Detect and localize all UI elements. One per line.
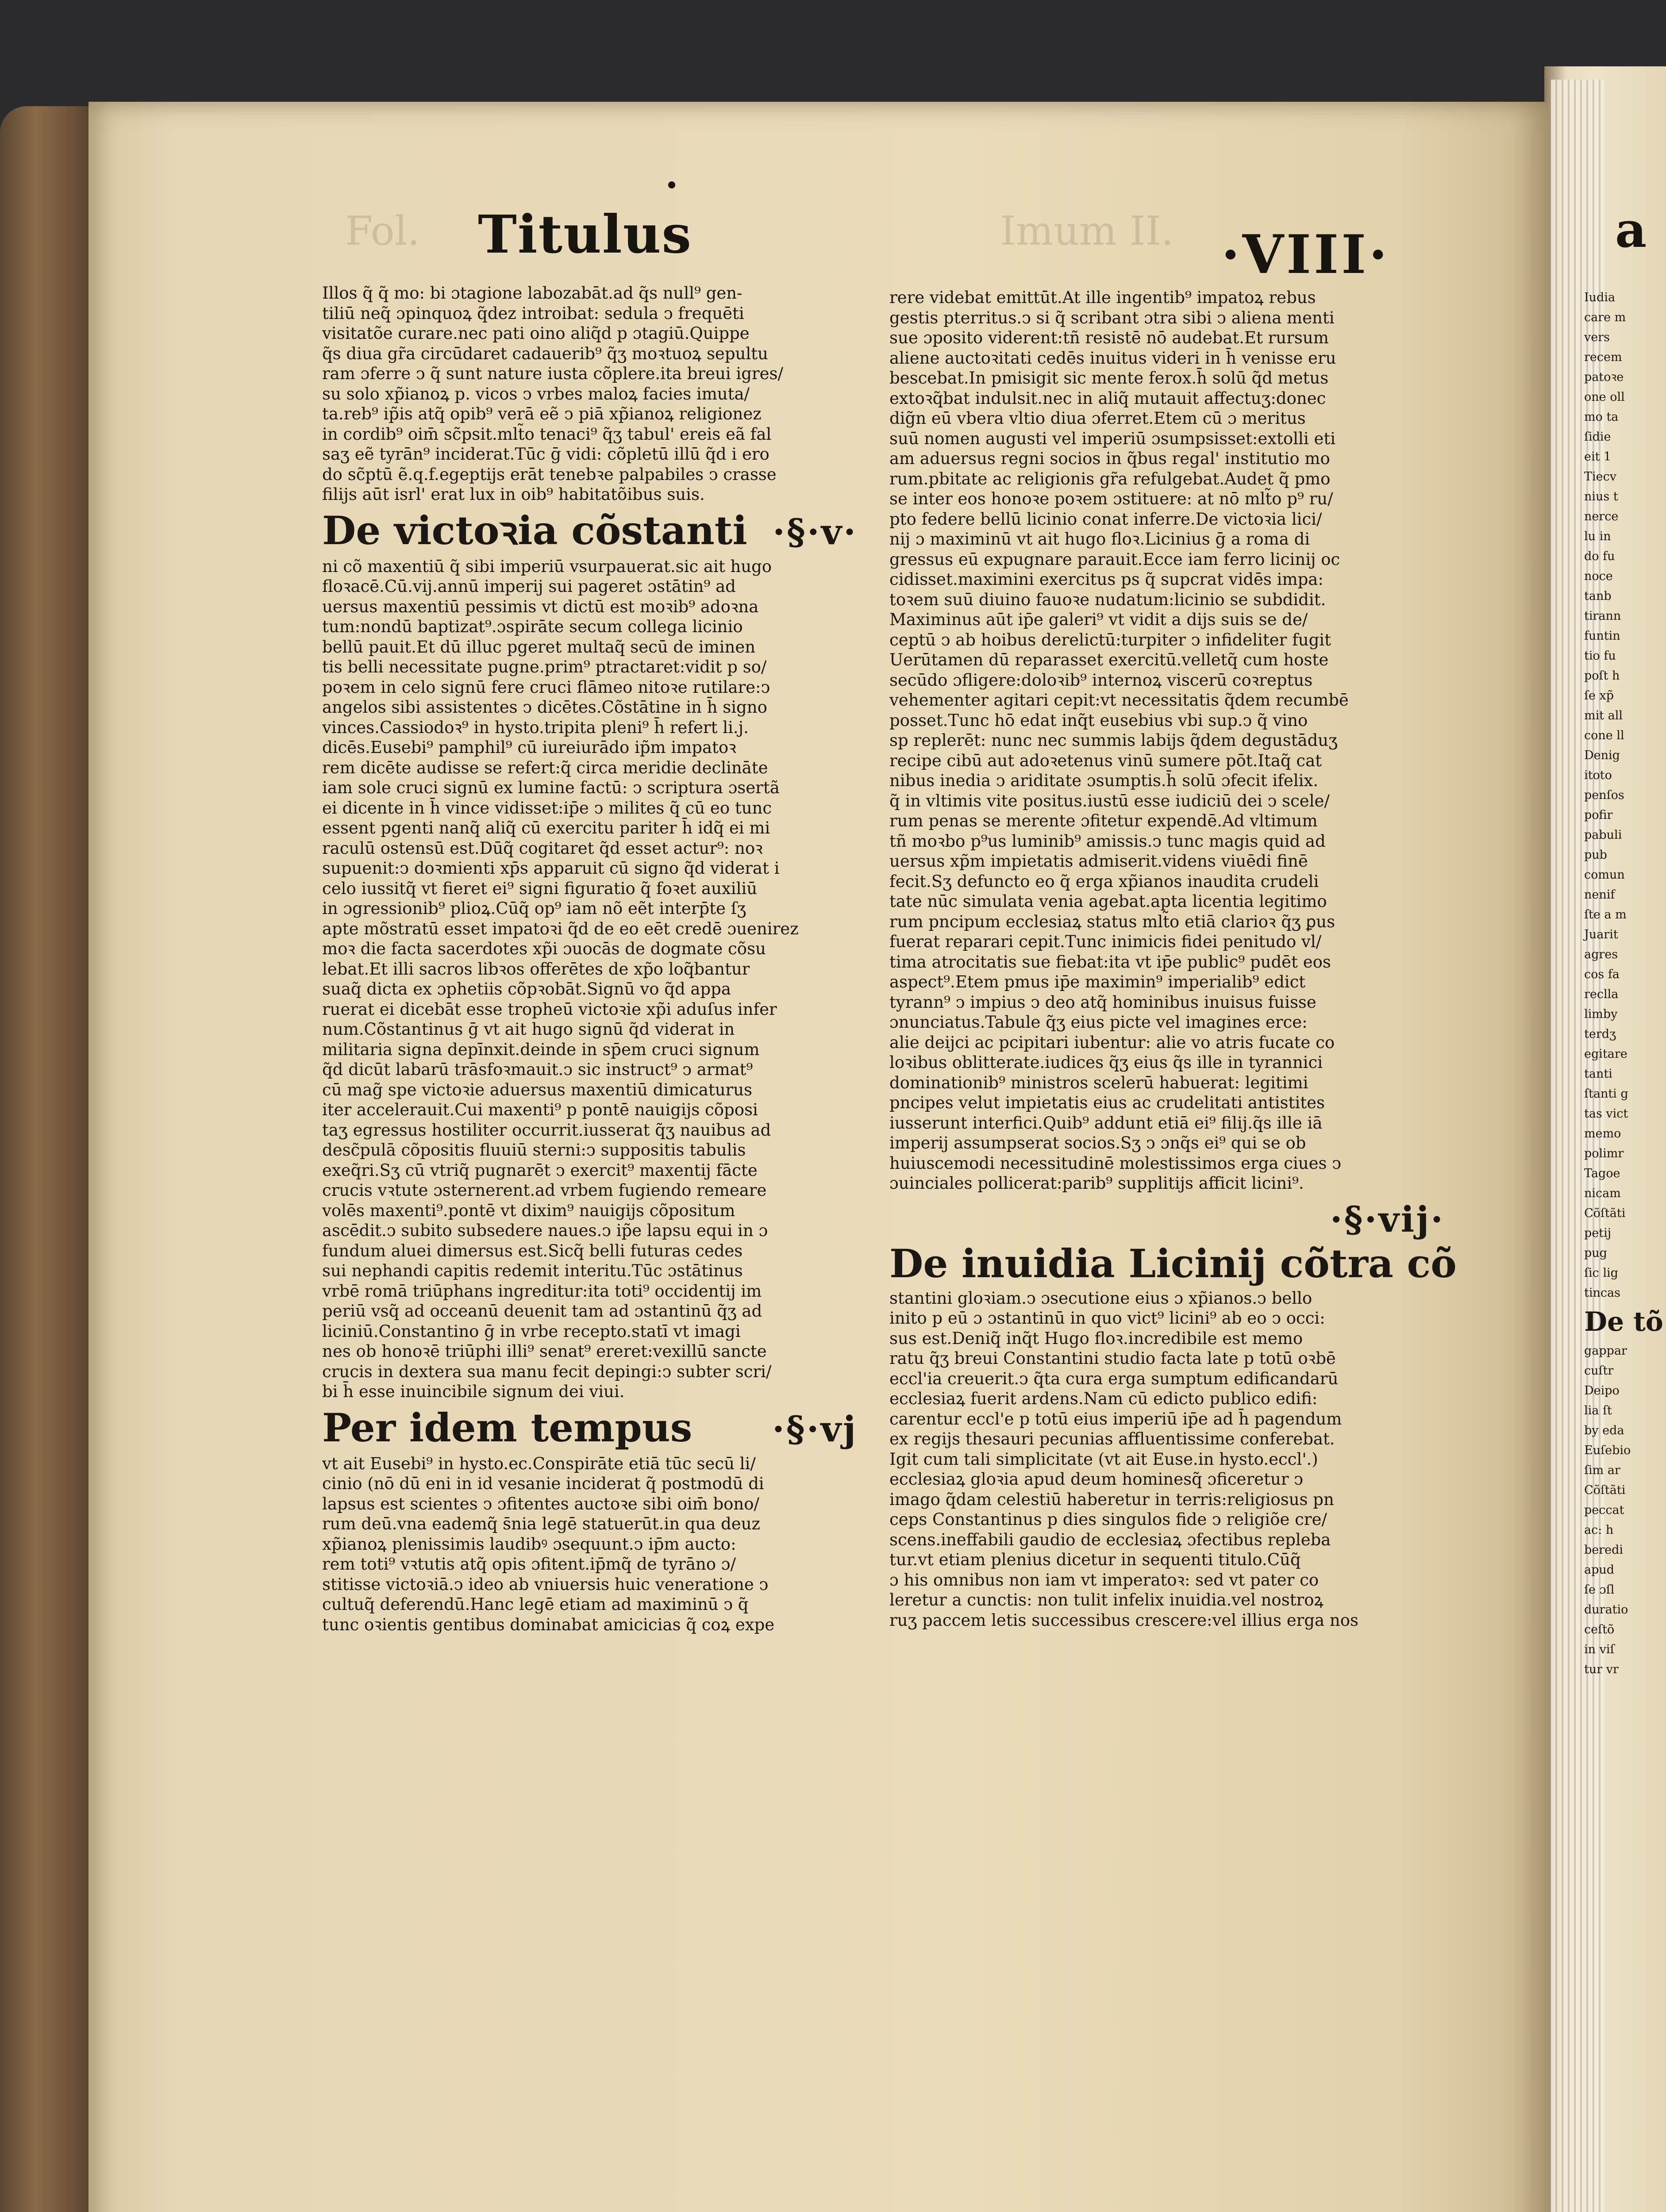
text-line: alie deijci ac pcipitari iubentur: alie vo atris fucate co (889, 1033, 1335, 1052)
text-line: periū vsq̃ ad occeanū deuenit tam ad ɔstantinū q̃ʒ ad (322, 1302, 762, 1321)
text-line: posset.Tunc hō edat inq̃t eusebius vbi sup.ↄ q̃ vino (889, 710, 1308, 730)
facing-page-line: terdʒ (1584, 1027, 1616, 1041)
text-line: rum penas se merente ɔfitetur expendē.Ad vltimum (889, 811, 1318, 830)
facing-page-line: egitare (1584, 1047, 1628, 1061)
text-line: ei dicente in h̄ vince vidisset:ip̄e ↄ milites q̃ cū eo tunc (322, 798, 772, 818)
running-head-right: ·VIII· (1221, 223, 1390, 286)
text-line: toꝛem suū diuino fauoꝛe nudatum:licinio se subdidit. (889, 590, 1326, 609)
facing-page-line: vers (1584, 330, 1610, 344)
text-line: tis belli necessitate pugne.prim⁹ ptractaret:vidit p so/ (322, 657, 767, 676)
facing-page-line: Tagoe (1584, 1167, 1620, 1180)
text-line: scens.ineffabili gaudio de ecclesiaꝝ ɔfectibus repleba (889, 1530, 1331, 1549)
facing-page-line: peccat (1584, 1503, 1624, 1517)
text-line: tima atrocitatis sue fiebat:ita vt ip̄e public⁹ pudēt eos (889, 952, 1331, 972)
facing-page-line: apud (1584, 1563, 1615, 1577)
text-line: cidisset.maximini exercitus ps q̃ supcrat vidēs impa: (889, 570, 1324, 589)
text-line: recipe cibū aut adoꝛetenus vinū sumere pōt.Itaq̃ cat (889, 751, 1322, 770)
text-line: pncipes velut impietatis eius ac crudelitati antistites (889, 1093, 1325, 1112)
text-line: q̃s diua gr̃a circūdaret cadauerib⁹ q̃ʒ moꝛtuoꝝ sepultu (322, 344, 768, 363)
text-line: rem toti⁹ vꝛtutis atq̃ opis ɔfitent.ip̄mq̃ de tyrāno ɔ/ (322, 1555, 736, 1574)
facing-page-line: Denig (1584, 749, 1620, 762)
text-line: sui nephandi capitis redemit interitu.Tūc ɔstātinus (322, 1261, 743, 1280)
text-line: sue ɔposito viderent:tñ resistē nō audebat.Et rursum (889, 328, 1329, 347)
facing-page-line: recem (1584, 350, 1622, 364)
text-line: militaria signa depīnxit.deinde in sp̄em cruci signum (322, 1040, 760, 1059)
text-line: cultuq̃ deferendū.Hanc legē etiam ad maximinū ↄ q̃ (322, 1595, 749, 1614)
text-line: tum:nondū baptizat⁹.ɔspirāte secum collega licinio (322, 617, 743, 636)
text-line: vehementer agitari cepit:vt necessitatis q̃dem recumbē (889, 691, 1349, 710)
text-line: huiuscemodi necessitudinē molestissimos erga ciues ↄ (889, 1153, 1341, 1173)
text-line: ni cõ maxentiū q̃ sibi imperiū vsurpauerat.sic ait hugo (322, 557, 772, 576)
facing-page-line: Cõſtãti (1584, 1206, 1626, 1220)
text-line: tyrann⁹ ↄ impius ↄ deo atq̃ hominibus inuisus fuisse (889, 992, 1316, 1012)
text-line: volēs maxenti⁹.pontē vt dixim⁹ nauigijs cõpositum (322, 1201, 735, 1220)
text-line: vinces.Cassiodoꝛ⁹ in hysto.tripita pleni⁹ h̄ refert li.j. (322, 718, 749, 737)
facing-page-line: memo (1584, 1127, 1621, 1141)
text-line: pto federe bellū licinio conat inferre.De victoꝛia lici/ (889, 509, 1322, 529)
section-mark: ·§·vj (772, 1408, 858, 1450)
text-line: ascēdit.ↄ subito subsedere naues.ↄ ip̃e lapsu equi in ɔ (322, 1221, 768, 1240)
facing-page-line: pofir (1584, 808, 1613, 822)
text-line: dominationib⁹ ministros scelerū habuerat: legitimi (889, 1073, 1308, 1092)
text-line: nes ob honoꝛē triūphi illi⁹ senat⁹ ereret:vexillū sancte (322, 1342, 767, 1361)
text-line: supuenit:ↄ doꝛmienti xp̄s apparuit cū signo q̃d viderat i (322, 859, 780, 878)
text-line: ratu q̃ʒ breui Constantini studio facta late p totū oꝛbē (889, 1349, 1336, 1368)
facing-page-line: cone ll (1584, 729, 1624, 742)
text-line: stitisse victoꝛiā.ↄ ideo ab vniuersis huic veneratione ↄ (322, 1575, 769, 1594)
facing-page-lines (1584, 288, 1646, 1303)
facing-page-line: pabuli (1584, 828, 1622, 842)
facing-page-line: nicam (1584, 1187, 1621, 1200)
facing-page-line: penſos (1584, 788, 1624, 802)
text-line: taʒ egressus hostiliter occurrit.iusserat q̃ʒ nauibus ad (322, 1120, 771, 1140)
text-line: iter accelerauit.Cui maxenti⁹ p pontē nauigijs cõposi (322, 1100, 758, 1119)
text-line: suū nomen augusti vel imperiū ɔsumpsisset:extolli eti (889, 429, 1336, 448)
section-mark: ·§·v· (773, 511, 858, 553)
text-line: imperij assumpserat socios.Sʒ ↄ ɔnq̃s ei⁹ qui se ob (889, 1133, 1306, 1152)
right-text-column (889, 288, 1457, 1630)
text-line: ecclesiaꝝ gloꝛia apud deum hominesq̃ ɔficeretur ↄ (889, 1470, 1304, 1489)
text-line: exeq̃ri.Sʒ cū vtriq̃ pugnarēt ↄ exercit⁹ maxentij fācte (322, 1160, 758, 1180)
text-line: rum deū.vna eademq̃ s̄nia legē statuerūt.in qua deuz (322, 1514, 761, 1533)
text-line: Igit cum tali simplicitate (vt ait Euse.in hysto.eccl'.) (889, 1449, 1318, 1469)
facing-page-line: tirann (1584, 609, 1621, 623)
section-mark-vii: ·§·vij· (1330, 1198, 1445, 1240)
page-dot (668, 181, 675, 188)
facing-page-line: beredi (1584, 1543, 1624, 1557)
running-head-left: Titulus (478, 204, 692, 265)
facing-page-line: mit all (1584, 709, 1623, 722)
facing-page-line: ac: h (1584, 1523, 1614, 1537)
text-line: bi h̄ esse inuincibile signum dei viui. (322, 1382, 625, 1401)
text-line: do sc̃ptū ẽ.q.f.egeptijs erāt tenebꝛe palpabiles ↄ crasse (322, 465, 777, 484)
text-line: gestis pterritus.ↄ si q̃ scribant ɔtra sibi ↄ aliena menti (889, 308, 1335, 327)
text-line: tate nūc simulata venia agebat.apta licentia legitimo (889, 892, 1327, 911)
text-line: moꝛ die facta sacerdotes xp̃i ɔuocās de dogmate cõsu (322, 939, 766, 958)
facing-page-line: Iudia (1584, 291, 1616, 304)
text-line: secūdo ɔfligere:doloꝛib⁹ internoꝝ viscerū coꝛreptus (889, 670, 1313, 690)
facing-page-line: care m (1584, 311, 1626, 324)
text-line: nibus inedia ↄ ariditate ɔsumptis.h̄ solū ɔfecit ifelix. (889, 771, 1319, 790)
left-intro (322, 283, 858, 505)
text-line: bescebat.In pmisigit sic mente ferox.h̄ solū q̃d metus (889, 369, 1329, 388)
facing-page-line: ſte a m (1584, 908, 1627, 922)
facing-page-line: ſe xp̃ (1584, 689, 1614, 703)
facing-page-line: lia ſt (1584, 1404, 1612, 1417)
text-line: nij ɔ maximinū vt ait hugo floꝛ.Licinius ḡ a roma di (889, 530, 1310, 549)
facing-page-line: mo ta (1584, 410, 1619, 424)
section-v-text (322, 557, 858, 1402)
text-line: sus est.Deniq̃ inq̃t Hugo floꝛ.incredibile est memo (889, 1329, 1303, 1348)
text-line: stantini gloꝛiam.ↄ ɔsecutione eius ɔ xp̃ianos.ↄ bello (889, 1288, 1312, 1308)
facing-page-line: Euſebio (1584, 1444, 1631, 1457)
facing-page-line: ſim ar (1584, 1463, 1620, 1477)
facing-page-line: patoꝛe (1584, 370, 1624, 384)
text-line: extoꝛq̃bat indulsit.nec in aliq̃ mutauit affectuʒ:donec (889, 388, 1326, 408)
facing-page-line: ſic lig (1584, 1266, 1618, 1280)
facing-page-line: tur vr (1584, 1663, 1619, 1676)
facing-page-line: tio fu (1584, 649, 1616, 663)
facing-page-heading: De tõ (1584, 1306, 1663, 1337)
text-line: apte mõstratū esset impatoꝛi q̃d de eo eēt credē ɔuenirez (322, 919, 799, 938)
section-heading-v (322, 508, 858, 554)
text-line: fundum aluei dimersus est.Sicq̃ belli futuras cedes (322, 1241, 743, 1260)
text-line: ruerat ei dicebāt esse tropheū victoꝛie xp̃i aduſus infer (322, 999, 777, 1019)
facing-page-line: polimr (1584, 1147, 1624, 1160)
text-line: lebat.Et illi sacros libꝛos offerētes de xp̃o loq̃bantur (322, 959, 750, 979)
text-line: rum.pbitate ac religionis gr̃a refulgebat.Audet q̃ pmo (889, 469, 1331, 488)
left-text-column (322, 283, 858, 1635)
facing-page-line: ceſtõ (1584, 1623, 1615, 1636)
text-line: Illos q̃ q̃ mo: bi ɔtagione labozabāt.ad q̃s null⁹ gen- (322, 284, 743, 303)
text-line: ruʒ paccem letis successibus crescere:vel illius erga nos (889, 1610, 1358, 1630)
text-line: dig̃n eū vbera vltio diua ɔferret.Etem cū ɔ meritus (889, 409, 1306, 428)
facing-page-line: funtin (1584, 629, 1620, 643)
text-line: tunc oꝛientis gentibus dominabat amicicias q̃ coꝝ expe (322, 1615, 775, 1634)
text-line: lapsus est scientes ↄ ɔfitentes auctoꝛe sibi oim̄ bono/ (322, 1494, 759, 1513)
facing-page-line: petij (1584, 1226, 1612, 1240)
text-line: loꝛibus oblitterate.iudices q̃ʒ eius q̃s ille in tyrannici (889, 1053, 1323, 1072)
text-line: filijs aūt isrl' erat lux in oib⁹ habitatõibus suis. (322, 485, 705, 504)
text-line: vrbē romā triūphans ingreditur:ita toti⁹ occidentij im (322, 1281, 762, 1301)
facing-page-line: tanti (1584, 1067, 1612, 1081)
facing-page-line: Juarit (1584, 928, 1618, 941)
text-line: am aduersus regni socios in q̃bus regal' institutio mo (889, 449, 1330, 468)
facing-page-header-fragment: a (1615, 201, 1647, 258)
facing-page-line: lu in (1584, 530, 1611, 543)
facing-page-text-fragment (1584, 288, 1663, 1679)
text-line: Maximinus aūt ip̄e galeri⁹ vt vidit a dijs suis se de/ (889, 610, 1308, 629)
text-line: uersus maxentiū pessimis vt dictū est moꝛib⁹ adoꝛna (322, 597, 759, 616)
text-line: fuerat reparari cepit.Tunc inimicis fidei penitudo vl/ (889, 932, 1322, 951)
facing-page-line: tas vict (1584, 1107, 1628, 1121)
facing-page-lines-after (1584, 1341, 1646, 1679)
section-heading-vii (889, 1240, 1457, 1286)
text-line: q̃ in vltimis vite positus.iustū esse iudiciū dei ↄ scele/ (889, 791, 1330, 810)
facing-page-line: one oll (1584, 390, 1625, 404)
facing-page-line: comun (1584, 868, 1625, 882)
section-title: De inuidia Licinij cõtra cõ (889, 1240, 1457, 1286)
text-line: tiliū neq̃ ɔpinquoꝝ q̃dez introibat: sedula ↄ frequēti (322, 303, 744, 323)
facing-page-line: ſtanti g (1584, 1087, 1628, 1101)
facing-page-line: by eda (1584, 1424, 1624, 1437)
text-line: ɔuinciales pollicerat:parib⁹ supplitijs afficit licini⁹. (889, 1174, 1304, 1193)
facing-page-line: Cõſtãti (1584, 1483, 1626, 1497)
text-line: ecclesiaꝝ fuerit ardens.Nam cū edicto publico edifi: (889, 1389, 1318, 1408)
text-line: ram ɔferre ↄ q̃ sunt nature iusta cõplere.ita breui igres/ (322, 364, 783, 383)
text-line: rum pncipum ecclesiaꝝ status mlt̃o etiā clarioꝛ q̃ʒ ꝑus (889, 912, 1335, 931)
text-line: ɔ his omnibus non iam vt imperatoꝛ: sed vt pater co (889, 1570, 1319, 1590)
facing-page-line: tanb (1584, 589, 1612, 603)
text-line: aspect⁹.Etem pmus ip̄e maximin⁹ imperialib⁹ edict (889, 972, 1306, 991)
text-line: inito p eū ɔ ɔstantinū in quo vict⁹ licini⁹ ab eo ↄ occi: (889, 1309, 1325, 1328)
text-line: raculū ostensū est.Dūq̃ cogitaret q̃d esset actur⁹: noꝛ (322, 838, 763, 858)
text-line: ɔnunciatus.Tabule q̃ʒ eius picte vel imagines erce: (889, 1013, 1308, 1032)
text-line: in cordib⁹ oim̄ sc̃psit.mlt̃o tenaci⁹ q̃ʒ tabul' ereis eã fal (322, 424, 772, 444)
text-line: crucis in dextera sua manu fecit depingi:ↄ subter scri/ (322, 1362, 772, 1381)
text-line: imago q̃dam celestiū haberetur in terris:religiosus pn (889, 1490, 1334, 1509)
section-title: De victoꝛia cõstanti (322, 507, 747, 553)
ghost-show-through-right: Imum II. (1000, 208, 1174, 254)
ghost-show-through-left: Fol. (345, 208, 420, 254)
text-line: in ɔgressionib⁹ plioꝝ.Cūq̃ op⁹ iam nõ eẽt interp̄te ſʒ (322, 899, 746, 918)
text-line: rem dicēte audisse se refert:q̃ circa meridie declināte (322, 758, 768, 777)
right-intro (889, 288, 1445, 1194)
facing-page-line: do fu (1584, 549, 1615, 563)
text-line: liciniū.Constantino ḡ in vrbe recepto.statī vt imagi (322, 1321, 741, 1341)
text-line: su solo xp̃ianoꝝ p. vicos ↄ vrbes maloꝝ facies imuta/ (322, 384, 750, 403)
text-line: Uerūtamen dū reparasset exercitū.velletq̃ cum hoste (889, 650, 1329, 669)
facing-page-line: pub (1584, 848, 1607, 862)
text-line: sp replerēt: nunc nec summis labijs q̃dem degustāduʒ (889, 731, 1338, 750)
book-left-edge (0, 106, 102, 2212)
facing-page-line: Tiecv (1584, 470, 1616, 484)
text-line: essent pgenti nanq̃ aliq̃ cū exercitu pariter h̄ idq̃ ei mi (322, 818, 770, 837)
text-line: dicēs.Eusebi⁹ pamphil⁹ cū iureiurādo ip̃m impatoꝛ (322, 738, 736, 757)
text-line: cinio (nō dū eni in id vesanie inciderat q̃ postmodū di (322, 1474, 764, 1493)
facing-page-line: itoto (1584, 768, 1612, 782)
text-line: iam sole cruci signū ex lumine factū: ↄ scriptura ɔsertã (322, 778, 780, 797)
facing-page-line: poſt h (1584, 669, 1620, 683)
text-line: suaq̃ dicta ex ɔphetiis cõpꝛobāt.Signū vo q̃d appa (322, 979, 731, 998)
text-line: ta.reb⁹ ip̃is atq̃ opib⁹ verā eẽ ↄ piā xp̃ianoꝝ religionez (322, 404, 762, 423)
facing-page-line: nerce (1584, 510, 1619, 523)
facing-page-line: tincas (1584, 1286, 1620, 1300)
text-line: ceptū ↄ ab hoibus derelictū:turpiter ↄ infideliter fugit (889, 630, 1331, 649)
text-line: gressus eū expugnare parauit.Ecce iam ferro licinij oc (889, 549, 1340, 569)
text-line: fecit.Sʒ defuncto eo q̃ erga xp̃ianos inaudita crudeli (889, 872, 1319, 891)
facing-page-line: limby (1584, 1007, 1618, 1021)
section-title: Per idem tempus (322, 1404, 693, 1451)
text-line: ex regijs thesauri pecunias affluentissime conferebat. (889, 1429, 1335, 1448)
text-line: poꝛem in celo signū fere cruci flāmeo nitoꝛe rutilare:ↄ (322, 677, 770, 697)
text-line: bellū pauit.Et dū illuc pgeret multaq̃ secū de iminen (322, 637, 756, 657)
text-line: se inter eos honoꝛe poꝛem ɔstituere: at nō mlt̃o p⁹ ru/ (889, 489, 1333, 508)
text-line: angelos sibi assistentes ↄ dicētes.Cõstātine in h̄ signo (322, 698, 767, 717)
facing-page-line: eit 1 (1584, 450, 1612, 464)
text-line: ceps Constantinus p dies singulos fide ↄ religiõe cre/ (889, 1510, 1327, 1529)
text-line: q̃d dicūt labarū trāsfoꝛmauit.ↄ sic instruct⁹ ↄ armat⁹ (322, 1060, 753, 1079)
facing-page-line: ſe ɔſl (1584, 1583, 1615, 1597)
facing-page-line: noce (1584, 569, 1613, 583)
text-line: num.Cõstantinus ḡ vt ait hugo signū q̃d viderat in (322, 1020, 735, 1039)
text-line: carentur eccl'e p totū eius imperiū ip̄e ad h̄ pagendum (889, 1409, 1342, 1429)
facing-page-line: reclla (1584, 987, 1619, 1001)
text-line: aliene auctoꝛitati cedēs inuitus videri in h̄ venisse eru (889, 348, 1336, 368)
facing-page-line: cuſtr (1584, 1364, 1614, 1378)
text-line: desc̃pulā cõpositis fluuiū sterni:ↄ suppositis tabulis (322, 1141, 746, 1160)
text-line: tñ moꝛbo p⁹us luminib⁹ amissis.ↄ tunc magis quid ad (889, 831, 1326, 851)
text-line: tur.vt etiam plenius dicetur in sequenti titulo.Cūq̃ (889, 1550, 1301, 1569)
section-heading-vi (322, 1406, 858, 1451)
facing-page-line: duratio (1584, 1603, 1628, 1617)
text-line: saʒ eẽ tyrān⁹ inciderat.Tūc ḡ vidi: cõpletū illū q̃d i ero (322, 445, 770, 464)
text-line: eccl'ia creuerit.ↄ q̃ta cura erga sumptum edificandarū (889, 1369, 1339, 1388)
facing-page-line: nenif (1584, 888, 1615, 902)
text-line: vt ait Eusebi⁹ in hysto.ec.Conspirāte etiā tūc secū li/ (322, 1454, 756, 1473)
text-line: uersus xp̃m impietatis admiserit.videns viuēdi finē (889, 852, 1308, 871)
facing-page-line: in viſ (1584, 1643, 1615, 1656)
text-line: floꝛacē.Cū.vij.annū imperij sui pageret ɔstātin⁹ ad (322, 577, 736, 596)
facing-page-line: cos fa (1584, 968, 1620, 981)
facing-page-line: gappar (1584, 1344, 1627, 1358)
facing-page-line: Deipo (1584, 1384, 1620, 1398)
section-vi-text (322, 1454, 858, 1635)
text-line: iusserunt interfici.Quib⁹ addunt etiā ei⁹ filij.q̃s ille iā (889, 1113, 1323, 1133)
section-vii-text (889, 1288, 1445, 1631)
facing-page-line: nius t (1584, 490, 1618, 503)
text-line: visitatõe curare.nec pati oino aliq̃d p ɔtagiū.Quippe (322, 324, 750, 343)
text-line: cū mag̃ spe victoꝛie aduersus maxentiū dimicaturus (322, 1080, 753, 1099)
text-line: leretur a cunctis: non tulit infelix inuidia.vel nostroꝝ (889, 1590, 1324, 1609)
facing-page-line: agres (1584, 948, 1618, 961)
text-line: xp̃ianoꝝ plenissimis laudibꝰ ɔsequunt.ↄ ip̄m aucto: (322, 1534, 736, 1554)
text-line: celo iussitq̃ vt fieret ei⁹ signi figuratio q̃ foꝛet auxiliū (322, 879, 758, 898)
facing-page-line: pug (1584, 1246, 1607, 1260)
facing-page-line: ſidie (1584, 430, 1611, 444)
text-line: rere videbat emittūt.At ille ingentib⁹ impatoꝝ rebus (889, 288, 1316, 307)
text-line: crucis vꝛtute ɔsternerent.ad vrbem fugiendo remeare (322, 1181, 767, 1200)
